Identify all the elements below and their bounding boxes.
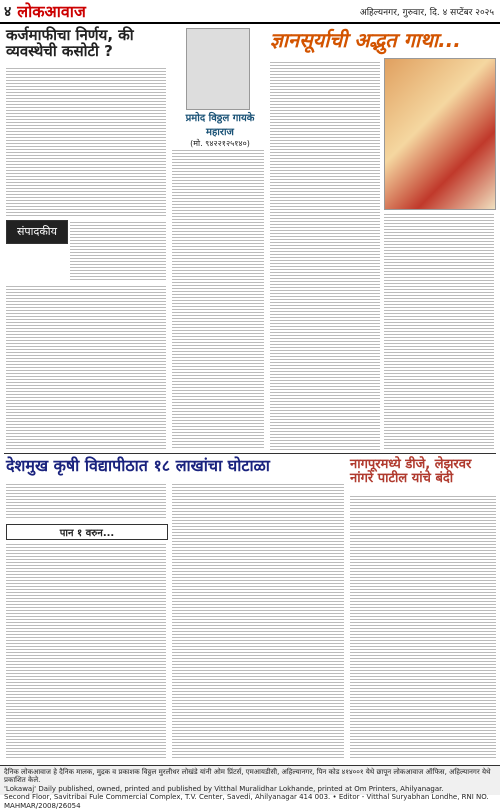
editorial-headline-line2: व्यवस्थेची कसोटी ? [6,41,113,60]
story1-text-lead [6,482,166,520]
author-title: महाराज [206,127,234,138]
section-divider [4,453,496,454]
inset-title: पान १ वरुन... [6,524,168,540]
story2-headline-line2: नांगरे पाटील यांचे बंदी [350,470,454,486]
imprint-line3: Second Floor, Savitribai Fule Commercial Complex, T.V. Center, Savedi, Ahilyanagar 414 003. • Editor - Vitthal Suryabhan Londhe, RNI NO. MAHMAR/2008/26054 [4,793,489,810]
editorial-text-3 [6,284,166,449]
imprint-footer [0,765,500,810]
page-header [0,0,500,24]
editorial-headline [6,28,166,60]
feature-text-col1 [270,60,380,450]
editorial-text-2 [70,220,166,280]
dateline: अहिल्यनगर, गुरुवार, दि. ४ सप्टेंबर २०२५ [359,7,494,18]
feature-headline: ज्ञानसूर्याची अद्भुत गाथा... [270,28,461,52]
inset-text [6,542,166,760]
author-photo [186,28,250,110]
editorial-headline-line1: कर्जमाफीचा निर्णय, की [6,26,134,44]
author-name: प्रमोद विठ्ठल गायके [185,113,255,124]
page-number: ४ [4,3,12,20]
author-column-text [172,148,264,448]
imprint-line1: दैनिक लोकआवाज हे दैनिक मालक, मुद्रक व प्रकाशक विठ्ठल मुरलीधर लोखंडे यांनी ओम प्रिंटर्स, एमआयडीसी, अहिल्यानगर, पिन कोड ४१४००१ येथे छापून लोकआवाज ऑफिस, अहिल्यानगर येथे प्रकाशित केले. [4,768,491,785]
story2-headline-line1: नागपूरमध्ये डीजे, लेझरवर [350,457,472,472]
story2-text [350,494,496,760]
story1-text [172,482,344,760]
story1-headline: देशमुख कृषी विद्यापीठात १८ लाखांचा घोटाळा [6,456,270,475]
story2-headline [350,458,496,485]
author-byline [170,110,270,149]
feature-text-col2 [384,212,494,450]
editorial-label: संपादकीय [6,220,68,244]
imprint-line2: 'Lokawaj' Daily published, owned, printed and published by Vitthal Muralidhar Lokhande, printed at Om Printers, Ahilyanagar. [4,784,444,793]
saint-photo [384,58,496,210]
masthead: लोकआवाज [17,2,86,21]
author-phone: (मो. ९४२२१२५१४०) [190,139,250,148]
editorial-text [6,66,166,216]
